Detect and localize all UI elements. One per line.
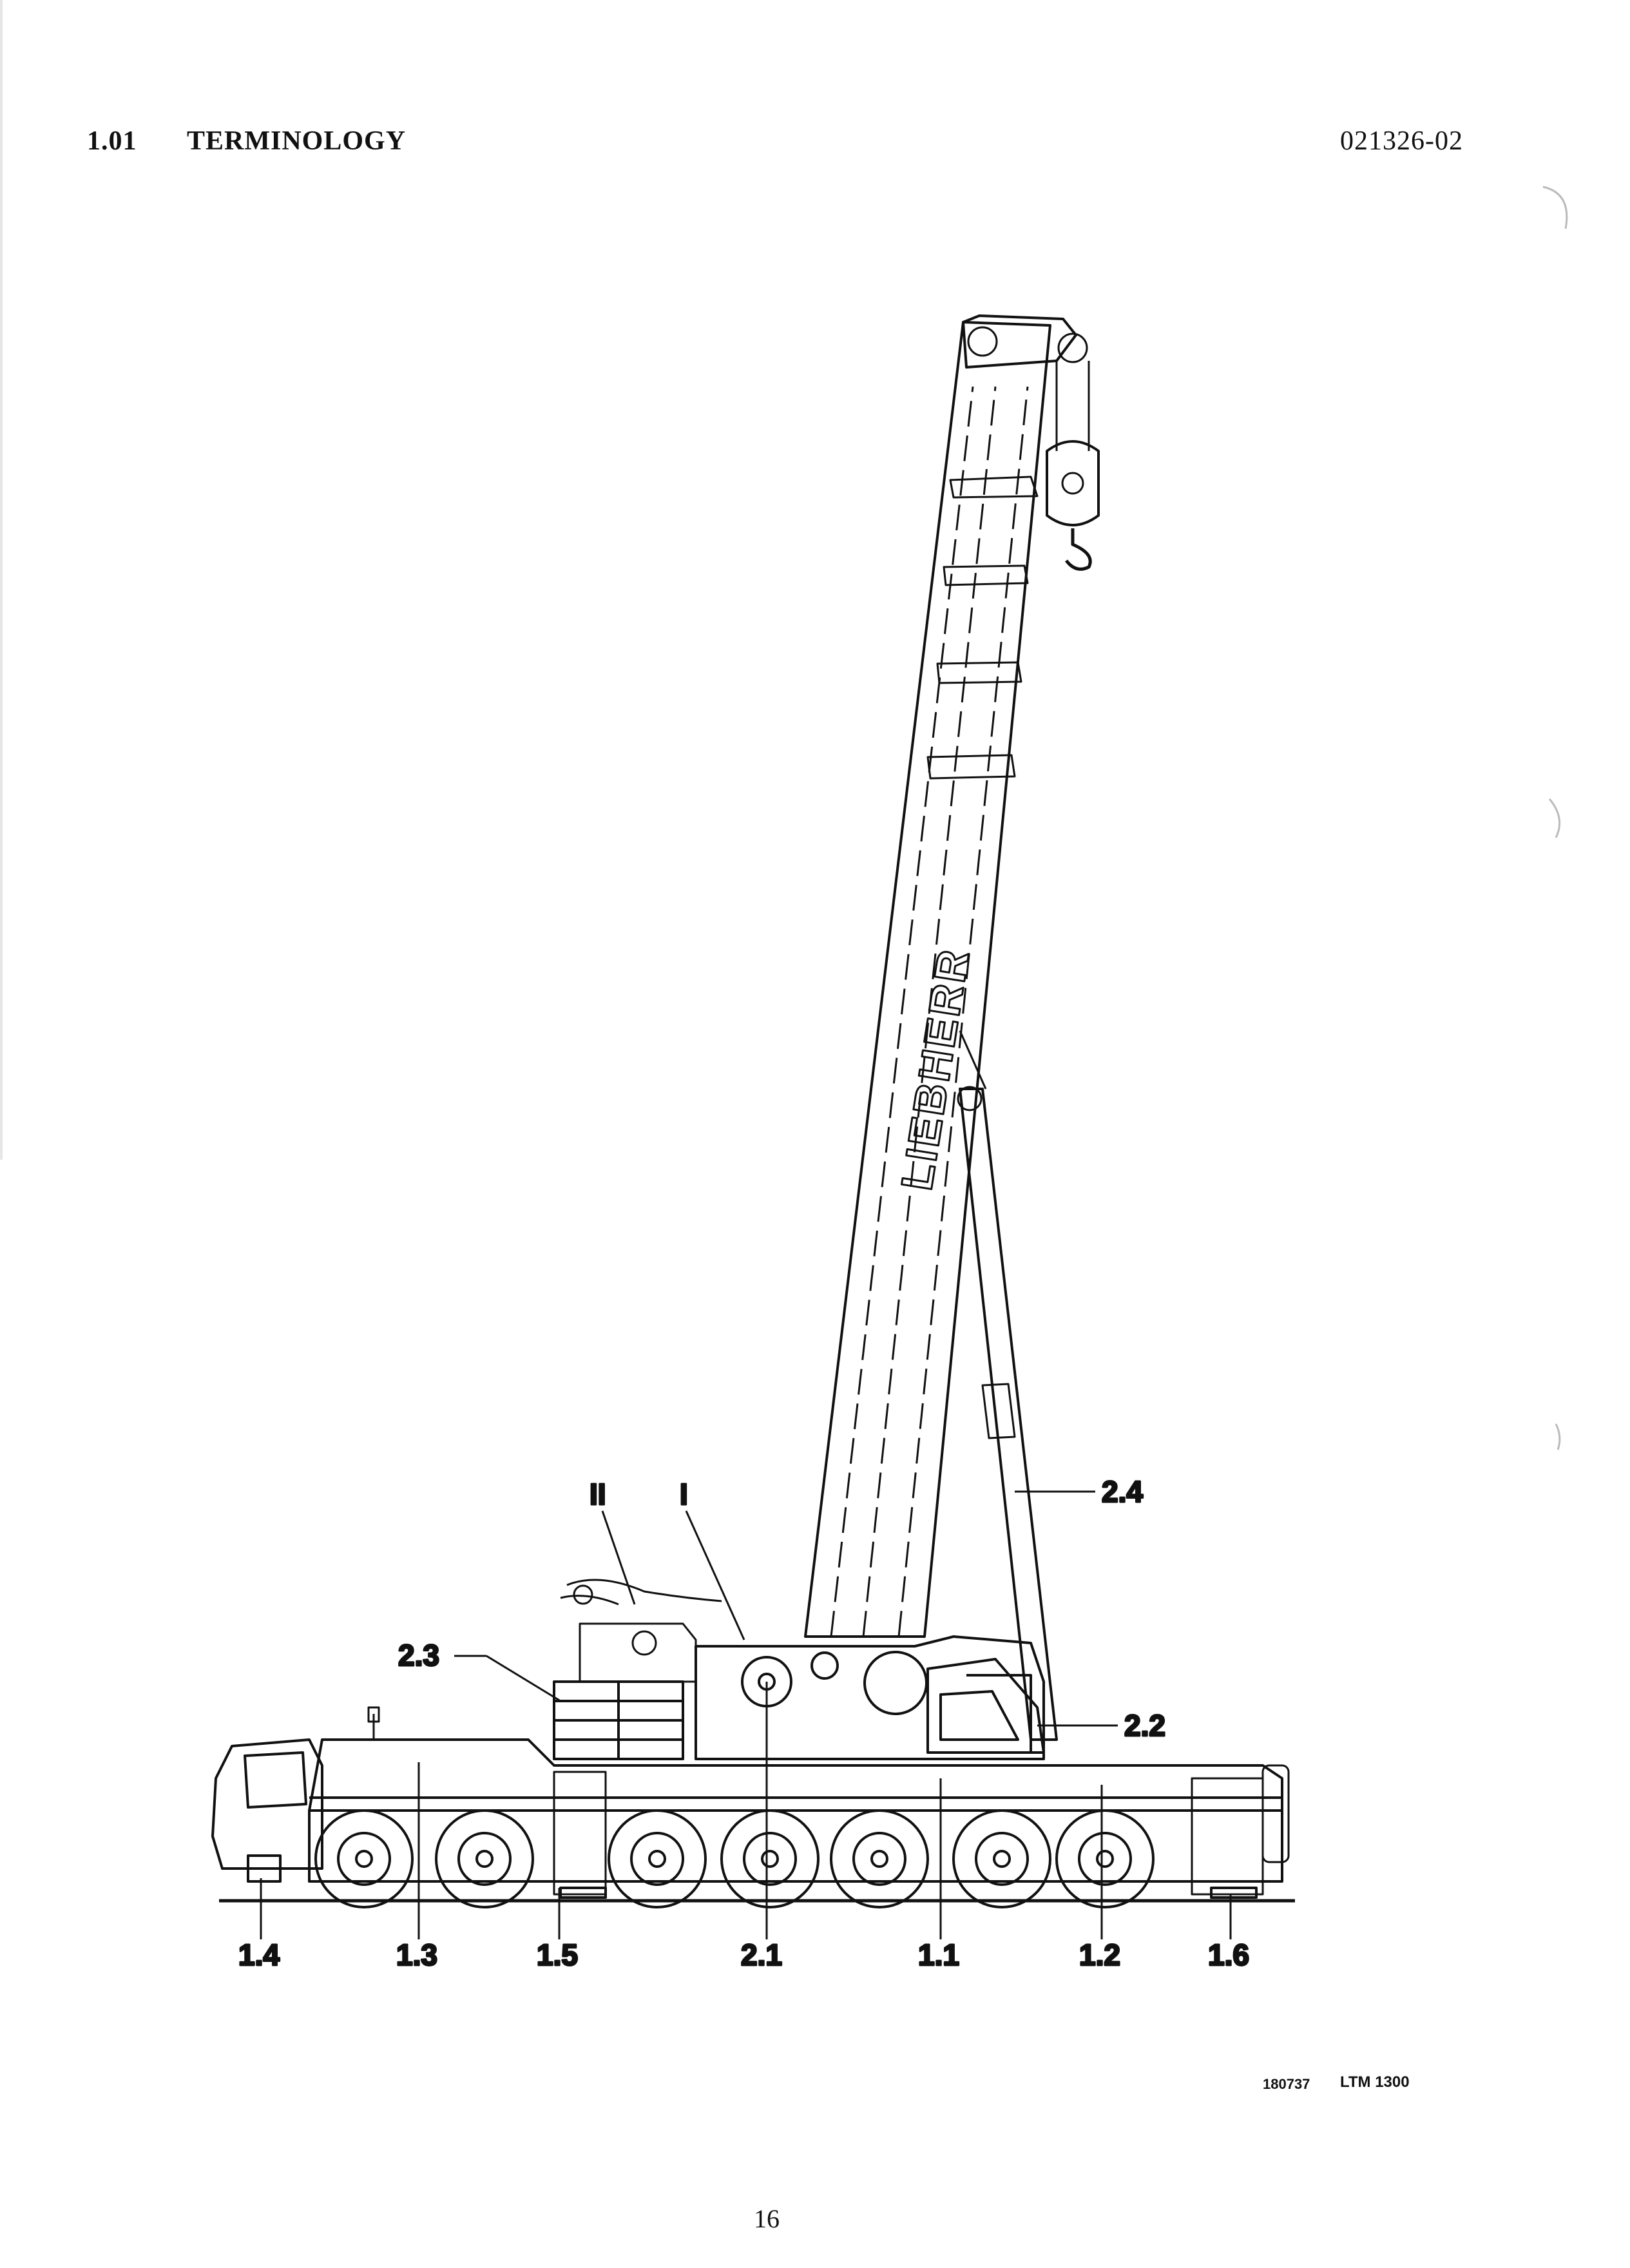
model-designation: LTM 1300 bbox=[1340, 2073, 1410, 2091]
wheel bbox=[316, 1811, 412, 1907]
callout-II: II bbox=[590, 1477, 606, 1511]
callout-2-2: 2.2 bbox=[1124, 1709, 1165, 1742]
page-number: 16 bbox=[754, 2204, 780, 2233]
callout-I: I bbox=[680, 1477, 688, 1511]
callout-leaders bbox=[261, 1492, 1231, 1939]
callout-1-5: 1.5 bbox=[537, 1938, 578, 1972]
drawing-reference: 180737 bbox=[1263, 2076, 1310, 2092]
hook-block bbox=[1047, 361, 1098, 569]
driver-cab bbox=[213, 1740, 322, 1881]
wheel bbox=[954, 1811, 1050, 1907]
callout-1-6: 1.6 bbox=[1208, 1938, 1249, 1972]
callout-1-2: 1.2 bbox=[1079, 1938, 1120, 1972]
callout-1-4: 1.4 bbox=[238, 1938, 280, 1972]
wheel bbox=[722, 1811, 818, 1907]
section-title: TERMINOLOGY bbox=[187, 126, 407, 156]
wheels bbox=[316, 1811, 1153, 1907]
counterweight bbox=[554, 1682, 683, 1759]
callout-1-3: 1.3 bbox=[396, 1938, 437, 1972]
wheel bbox=[1057, 1811, 1153, 1907]
brand-lettering: LIEBHERR bbox=[892, 944, 979, 1194]
scan-artifacts bbox=[1543, 187, 1567, 1450]
section-number: 1.01 bbox=[87, 126, 137, 156]
callout-1-1: 1.1 bbox=[918, 1938, 959, 1972]
callout-2-1: 2.1 bbox=[741, 1938, 782, 1972]
outrigger-box bbox=[554, 1765, 1289, 1894]
engine-housing bbox=[369, 1707, 379, 1740]
callout-2-3: 2.3 bbox=[398, 1639, 439, 1672]
callout-labels bbox=[238, 1475, 1249, 1972]
callout-2-4: 2.4 bbox=[1102, 1475, 1143, 1508]
winch-assembly bbox=[561, 1580, 722, 1682]
document-number: 021326-02 bbox=[1340, 126, 1463, 156]
wheel bbox=[436, 1811, 533, 1907]
wheel bbox=[831, 1811, 928, 1907]
wheel bbox=[609, 1811, 705, 1907]
